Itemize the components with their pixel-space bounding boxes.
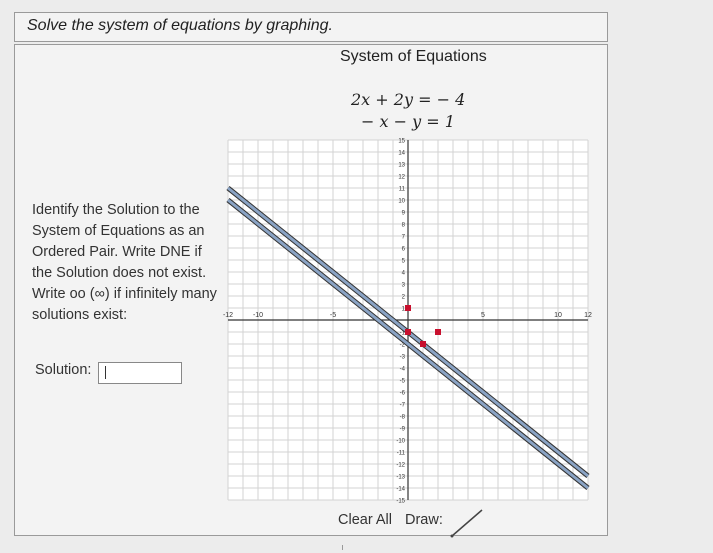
y-tick-label: 12 <box>398 174 405 181</box>
clear-all-button[interactable]: Clear All <box>338 512 392 528</box>
y-tick-label: 15 <box>398 138 405 145</box>
x-tick-label: 10 <box>554 312 562 319</box>
y-tick-label: 9 <box>401 210 405 217</box>
y-tick-label: -14 <box>396 486 405 493</box>
x-tick-label: -5 <box>329 312 337 319</box>
y-tick-label: -11 <box>396 450 405 457</box>
y-tick-label: 1 <box>401 306 405 313</box>
y-tick-label: 2 <box>401 294 405 301</box>
x-tick-label: 12 <box>584 312 592 319</box>
y-tick-label: -10 <box>396 438 405 445</box>
y-tick-label: 11 <box>398 186 405 193</box>
y-tick-label: 7 <box>401 234 405 241</box>
y-tick-label: 4 <box>401 270 405 277</box>
y-tick-label: -5 <box>399 378 405 385</box>
line-tool-icon[interactable] <box>448 506 488 540</box>
y-tick-label: 5 <box>401 258 405 265</box>
y-tick-label: 6 <box>401 246 405 253</box>
plotted-point <box>405 329 411 335</box>
y-tick-label: 14 <box>398 150 405 157</box>
x-tick-label: 5 <box>481 312 485 319</box>
question-header <box>14 12 608 42</box>
solution-label: Solution: <box>35 362 92 378</box>
x-tick-label: -10 <box>252 312 264 319</box>
plotted-point <box>405 305 411 311</box>
y-tick-label: -1 <box>399 330 405 337</box>
y-tick-label: -2 <box>399 342 405 349</box>
y-tick-label: 13 <box>398 162 405 169</box>
y-tick-label: 10 <box>398 198 405 205</box>
draw-label: Draw: <box>405 512 443 528</box>
y-tick-label: -3 <box>399 354 405 361</box>
y-tick-label: -12 <box>396 462 405 469</box>
y-tick-label: -15 <box>396 498 405 505</box>
plotted-point <box>435 329 441 335</box>
y-tick-label: -7 <box>399 402 405 409</box>
coordinate-graph[interactable] <box>222 138 592 505</box>
equation-2: − x − y = 1 <box>361 112 455 131</box>
solution-input[interactable] <box>98 362 182 384</box>
y-tick-label: 3 <box>401 282 405 289</box>
y-tick-label: -9 <box>399 426 405 433</box>
x-tick-label: -12 <box>222 312 234 319</box>
y-tick-label: -13 <box>396 474 405 481</box>
instructions-text: Identify the Solution to the System of Equations as an Ordered Pair. Write DNE if the Solution does not exist. Write oo (∞) if infinitely many solutions exist: <box>32 202 217 323</box>
plotted-point <box>420 341 426 347</box>
equation-1: 2x + 2y = − 4 <box>351 90 466 109</box>
y-tick-label: -6 <box>399 390 405 397</box>
divider-mark <box>342 545 343 550</box>
y-tick-label: -8 <box>399 414 405 421</box>
system-title: System of Equations <box>340 48 487 65</box>
text-cursor <box>105 366 106 379</box>
question-title: Solve the system of equations by graphing. <box>27 17 333 34</box>
y-tick-label: -4 <box>399 366 405 373</box>
y-tick-label: 8 <box>401 222 405 229</box>
